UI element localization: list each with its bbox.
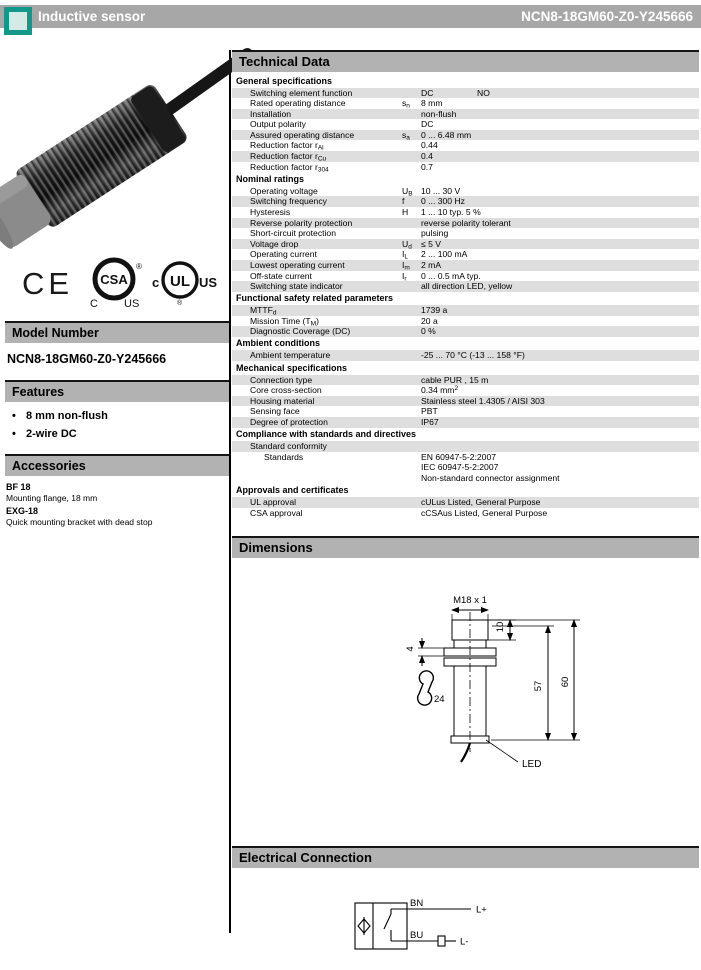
spec-value: 0 ... 300 Hz [421, 196, 465, 207]
model-number-value: NCN8-18GM60-Z0-Y245666 [7, 352, 167, 366]
spec-row [232, 119, 699, 130]
spec-label: Switching element function [250, 87, 353, 98]
spec-row [232, 249, 699, 260]
spec-value: 0 ... 0.5 mA typ. [421, 270, 481, 281]
header-model-number: NCN8-18GM60-Z0-Y245666 [521, 9, 693, 24]
electrical-connection-heading: Electrical Connection [232, 846, 699, 868]
spec-row [232, 305, 699, 316]
spec-symbol: $s_a$ [402, 129, 410, 142]
sensor-symbol-box [355, 903, 407, 949]
spec-row [232, 385, 699, 396]
section-header: Mechanical specifications [236, 362, 348, 373]
spec-symbol: $I_r$ [402, 270, 407, 282]
spec-row [232, 98, 699, 109]
product-photo [8, 43, 222, 243]
svg-text:US: US [199, 275, 218, 290]
spec-label: Assured operating distance [250, 129, 355, 140]
spec-value: pulsing [421, 228, 449, 239]
section-header: Functional safety related parameters [236, 293, 394, 304]
spec-value: 0 ... 6.48 mm [421, 129, 472, 140]
svg-text:®: ® [177, 300, 183, 307]
spec-label: Core cross-section [250, 385, 322, 396]
spec-label: Reduction factor $r_{304}$ [250, 161, 329, 174]
spec-row [232, 239, 699, 250]
wrench-icon [418, 671, 434, 705]
spec-row [232, 109, 699, 120]
spec-value: 1739 a [421, 305, 448, 316]
spec-value: cCSAus Listed, General Purpose [421, 507, 548, 518]
accessories-list [6, 482, 229, 527]
spec-label: Ambient temperature [250, 350, 331, 361]
accessory-name: BF 18 [6, 482, 31, 492]
spec-value: 2 ... 100 mA [421, 249, 468, 260]
spec-label: Hysteresis [250, 206, 291, 217]
spec-label: UL approval [250, 496, 297, 507]
spec-value: non-flush [421, 108, 457, 119]
bu-label: BU [410, 930, 424, 942]
accessory-desc: Mounting flange, 18 mm [6, 493, 98, 503]
spec-label: Lowest operating current [250, 259, 345, 270]
spec-value: reverse polarity tolerant [421, 217, 511, 228]
spec-row [232, 207, 699, 218]
spec-row [232, 260, 699, 271]
accessory-desc: Quick mounting bracket with dead stop [6, 517, 153, 527]
spec-label: $MTTF_d$ [250, 305, 277, 317]
load-symbol [438, 936, 445, 946]
spec-row [232, 271, 699, 282]
spec-row [232, 228, 699, 239]
spec-row [232, 417, 699, 428]
spec-symbol: $U_B$ [402, 185, 413, 198]
model-number-heading: Model Number [5, 321, 229, 343]
spec-label: Output polarity [250, 119, 306, 130]
svg-text:c: c [152, 275, 160, 290]
spec-row [232, 140, 699, 151]
lminus-label: L- [460, 936, 469, 948]
spec-value: PBT [421, 406, 438, 417]
spec-value: 10 ... 30 V [421, 185, 461, 196]
section-header: Ambient conditions [236, 338, 320, 349]
led-label: LED [522, 759, 542, 771]
technical-data-table [232, 74, 699, 518]
tip-dim-label: 10 [495, 621, 506, 633]
electrical-connection-diagram [353, 895, 553, 965]
spec-label: Off-state current [250, 270, 312, 281]
total-dim-label: 60 [560, 676, 571, 688]
cable [461, 743, 470, 762]
washer-dim-label: 4 [405, 646, 416, 652]
spec-value: IP67 [421, 416, 439, 427]
dimension-drawing [380, 590, 630, 802]
section-header: Nominal ratings [236, 173, 305, 184]
svg-text:®: ® [136, 262, 142, 271]
spec-row [232, 218, 699, 229]
svg-text:CSA: CSA [100, 272, 128, 287]
spec-row [232, 130, 699, 141]
spec-label: Reduction factor $r_{Al}$ [250, 140, 324, 152]
spec-value: ≤ 5 V [421, 238, 442, 249]
spec-row [232, 497, 699, 508]
spec-value: all direction LED, yellow [421, 281, 513, 292]
svg-text:C: C [90, 298, 98, 310]
features-heading: Features [5, 380, 229, 402]
csa-mark [84, 251, 146, 313]
spec-symbol: f [402, 196, 405, 207]
accessories-heading: Accessories [5, 454, 229, 476]
spec-row [232, 508, 699, 519]
spec-value: 20 a [421, 315, 438, 326]
spec-label: Connection type [250, 374, 313, 385]
feature-item: • 2-wire DC [12, 428, 229, 440]
spec-value: DC NO [421, 87, 490, 98]
spec-label: Degree of protection [250, 416, 328, 427]
spec-row [232, 88, 699, 99]
spec-label: Operating voltage [250, 185, 318, 196]
spec-row [232, 196, 699, 207]
spec-value: 0.34 $mm^2$ [421, 385, 459, 396]
spec-value: -25 ... 70 °C (-13 ... 158 °F) [421, 350, 525, 361]
spec-row [232, 396, 699, 407]
spec-value: Stainless steel 1.4305 / AISI 303 [421, 395, 545, 406]
svg-text:CE: CE [22, 266, 74, 301]
spec-row [232, 452, 699, 484]
ul-mark [146, 255, 216, 309]
spec-value: EN 60947-5-2:2007 IEC 60947-5-2:2007 Non-standard connector assignment [421, 451, 560, 483]
spec-label: Rated operating distance [250, 98, 346, 109]
spec-label: Housing material [250, 395, 315, 406]
svg-text:US: US [124, 298, 140, 310]
spec-row [232, 350, 699, 361]
spec-label: Standard conformity [250, 441, 327, 452]
features-list [0, 410, 229, 440]
spec-symbol: $I_L$ [402, 249, 409, 261]
spec-value: cable PUR , 15 m [421, 374, 489, 385]
spec-label: Reduction factor $r_{Cu}$ [250, 151, 327, 163]
dimensions-heading: Dimensions [232, 536, 699, 558]
lplus-label: L+ [476, 904, 487, 916]
spec-symbol: H [402, 206, 409, 217]
spec-row [232, 326, 699, 337]
feature-item: • 8 mm non-flush [12, 410, 229, 422]
svg-text:UL: UL [170, 273, 190, 290]
section-header: General specifications [236, 75, 333, 86]
spec-label: Switching state indicator [250, 281, 343, 292]
spec-value: 1 ... 10 typ. 5 % [421, 206, 481, 217]
spec-symbol: $I_m$ [402, 259, 410, 272]
spec-value: 8 mm [421, 98, 443, 109]
spec-row [232, 375, 699, 386]
left-column [0, 33, 229, 530]
header-bar [0, 5, 701, 28]
spec-label: Standards [264, 451, 304, 462]
spec-label: CSA approval [250, 507, 303, 518]
wrench-size-label: 24 [434, 694, 445, 706]
spec-row [232, 151, 699, 162]
spec-symbol: $s_n$ [402, 98, 410, 110]
technical-data-heading: Technical Data [232, 50, 699, 72]
spec-row [232, 441, 699, 452]
section-header: Compliance with standards and directives [236, 429, 417, 440]
thread-dim-label: M18 x 1 [453, 595, 487, 607]
spec-row [232, 281, 699, 292]
spec-label: Short-circuit protection [250, 228, 336, 239]
spec-row [232, 162, 699, 173]
right-column [232, 50, 699, 965]
accessory-name: EXG-18 [6, 506, 39, 516]
brand-logo-icon [4, 7, 32, 35]
spec-row [232, 406, 699, 417]
spec-value: 0 % [421, 326, 436, 337]
led-leader-line [486, 740, 518, 762]
product-type-title: Inductive sensor [38, 9, 146, 24]
spec-value: 0.4 [421, 151, 433, 162]
section-header: Approvals and certificates [236, 484, 349, 495]
spec-value: cULus Listed, General Purpose [421, 496, 541, 507]
spec-value: 2 mA [421, 259, 442, 270]
spec-label: Voltage drop [250, 238, 299, 249]
body-dim-label: 57 [533, 680, 544, 692]
certification-marks [0, 243, 229, 321]
spec-row [232, 186, 699, 197]
spec-label: Sensing face [250, 406, 300, 417]
spec-label: Mission Time $(T_M)$ [250, 315, 319, 328]
spec-label: Installation [250, 108, 292, 119]
spec-label: Operating current [250, 249, 317, 260]
spec-value: DC [421, 119, 434, 130]
spec-label: Diagnostic Coverage (DC) [250, 326, 351, 337]
product-photo-image [8, 43, 222, 243]
spec-row [232, 316, 699, 327]
spec-value: 0.44 [421, 140, 438, 151]
spec-label: Switching frequency [250, 196, 327, 207]
spec-value: 0.7 [421, 161, 433, 172]
bn-label: BN [410, 898, 424, 910]
spec-label: Reverse polarity protection [250, 217, 353, 228]
ce-mark [20, 260, 84, 304]
spec-symbol: $U_d$ [402, 238, 412, 251]
column-divider [229, 50, 231, 933]
